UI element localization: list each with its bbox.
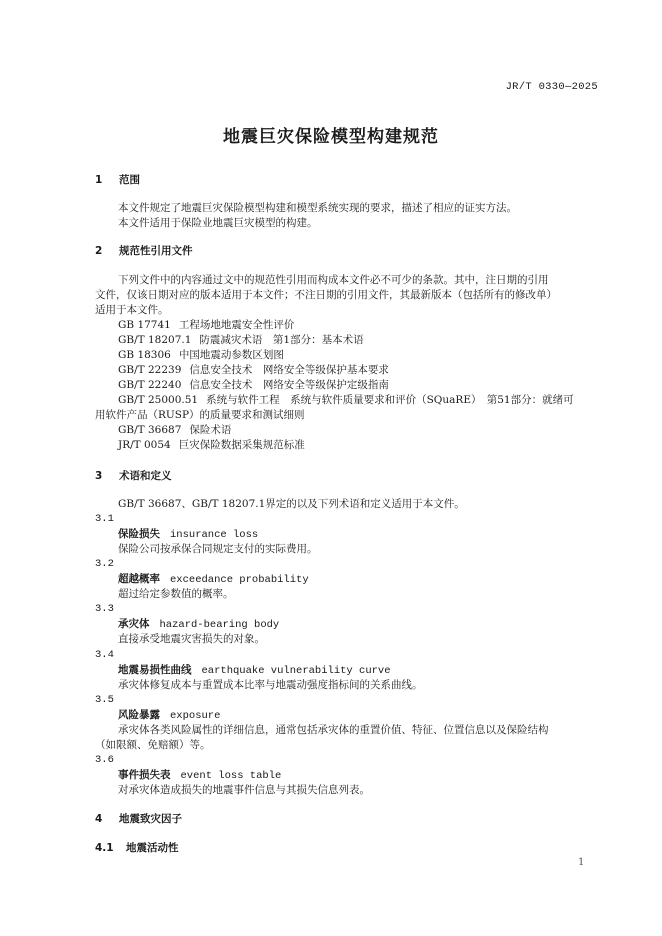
paragraph: 本文件规定了地震巨灾保险模型构建和模型系统实现的要求，描述了相应的证实方法。: [118, 202, 517, 214]
section-title: 范围: [119, 174, 140, 186]
term-entry: [118, 572, 309, 588]
section-title: 地震活动性: [126, 842, 179, 854]
reference-item: [118, 363, 389, 378]
term-entry: [118, 708, 220, 724]
standard-code: JR/T 0330—2025: [505, 81, 598, 93]
paragraph-line: 适用于本文件。: [95, 304, 169, 316]
section-number: 2: [95, 245, 103, 257]
reference-code: GB/T 22240: [118, 379, 182, 391]
reference-code: GB/T 18207.1: [118, 334, 192, 346]
term-english: hazard-bearing body: [159, 619, 280, 631]
reference-title: 信息安全技术 网络安全等级保护定级指南: [189, 379, 389, 391]
paragraph-line: 下列文件中的内容通过文中的规范性引用而构成本文件必不可少的条款。其中，注日期的引用: [118, 274, 549, 286]
reference-title: 工程场地地震安全性评价: [178, 319, 295, 331]
reference-code: GB 18306: [118, 349, 171, 361]
term-definition: 直接承受地震灾害损失的对象。: [118, 633, 265, 645]
reference-code: GB/T 22239: [118, 364, 182, 376]
reference-item: [118, 318, 294, 333]
reference-item-continued: [95, 408, 305, 423]
section-3-heading: [95, 469, 172, 484]
term-english: insurance loss: [170, 529, 259, 541]
reference-item: [118, 438, 305, 453]
term-chinese: 地震易损性曲线: [118, 664, 192, 676]
section-4-1-heading: [95, 841, 179, 856]
reference-title: 巨灾保险数据采集规范标准: [178, 439, 305, 451]
reference-title: 系统与软件工程 系统与软件质量要求和评价（SQuaRE） 第51部分：就绪可: [206, 394, 574, 406]
term-definition: 承灾体修复成本与重置成本比率与地震动强度指标间的关系曲线。: [118, 679, 423, 691]
term-english: earthquake vulnerability curve: [201, 665, 391, 677]
reference-title: 信息安全技术 网络安全等级保护基本要求: [189, 364, 389, 376]
section-number: 3: [95, 470, 103, 482]
reference-code: GB 17741: [118, 319, 171, 331]
term-number: 3.6: [95, 754, 114, 766]
term-entry: [118, 617, 279, 633]
reference-title: 保险术语: [189, 424, 232, 436]
term-chinese: 事件损失表: [118, 769, 171, 781]
term-chinese: 承灾体: [118, 618, 150, 630]
section-1-heading: [95, 173, 140, 188]
reference-code: JR/T 0054: [118, 439, 171, 451]
reference-title: 中国地震动参数区划图: [178, 349, 284, 361]
reference-item: [118, 378, 389, 393]
term-definition: 承灾体各类风险属性的详细信息，通常包括承灾体的重置价值、特征、位置信息以及保险结构: [118, 724, 549, 736]
section-title: 规范性引用文件: [119, 245, 193, 257]
reference-item: [118, 333, 364, 348]
term-number: 3.3: [95, 603, 114, 615]
term-number: 3.4: [95, 649, 114, 661]
term-entry: [118, 663, 391, 679]
paragraph: 本文件适用于保险业地震巨灾模型的构建。: [118, 217, 318, 229]
term-english: exceedance probability: [170, 574, 309, 586]
term-number: 3.1: [95, 513, 114, 525]
term-definition: 对承灾体造成损失的地震事件信息与其损失信息列表。: [118, 784, 370, 796]
page-title: 地震巨灾保险模型构建规范: [223, 127, 439, 147]
term-chinese: 保险损失: [118, 528, 160, 540]
section-title: 术语和定义: [119, 470, 172, 482]
term-chinese: 超越概率: [118, 573, 160, 585]
section-number: 4: [95, 813, 103, 825]
section-number: 1: [95, 174, 103, 186]
reference-item: [118, 348, 284, 363]
reference-title: 用软件产品（RUSP）的质量要求和测试细则: [95, 409, 305, 421]
term-entry: [118, 768, 281, 784]
section-number: 4.1: [95, 842, 114, 854]
reference-code: GB/T 25000.51: [118, 394, 199, 406]
term-number: 3.5: [95, 694, 114, 706]
term-definition: 保险公司按承保合同规定支付的实际费用。: [118, 543, 318, 555]
reference-title: 防震减灾术语 第1部分：基本术语: [199, 334, 364, 346]
section-4-heading: [95, 812, 182, 827]
page-number: 1: [578, 857, 585, 868]
term-english: event loss table: [180, 770, 282, 782]
section-title: 地震致灾因子: [119, 813, 182, 825]
term-chinese: 风险暴露: [118, 709, 160, 721]
reference-code: GB/T 36687: [118, 424, 182, 436]
reference-item: [118, 423, 231, 438]
section-2-heading: [95, 244, 193, 259]
term-entry: [118, 527, 258, 543]
term-definition: 超过给定参数值的概率。: [118, 588, 234, 600]
paragraph: GB/T 36687、GB/T 18207.1界定的以及下列术语和定义适用于本文件。: [118, 498, 465, 510]
paragraph-line: 文件，仅该日期对应的版本适用于本文件；不注日期的引用文件，其最新版本（包括所有的修改单）: [95, 289, 557, 301]
term-english: exposure: [170, 710, 221, 722]
term-number: 3.2: [95, 558, 114, 570]
reference-item: [118, 393, 574, 408]
term-definition-continued: （如限额、免赔额）等。: [95, 739, 211, 751]
